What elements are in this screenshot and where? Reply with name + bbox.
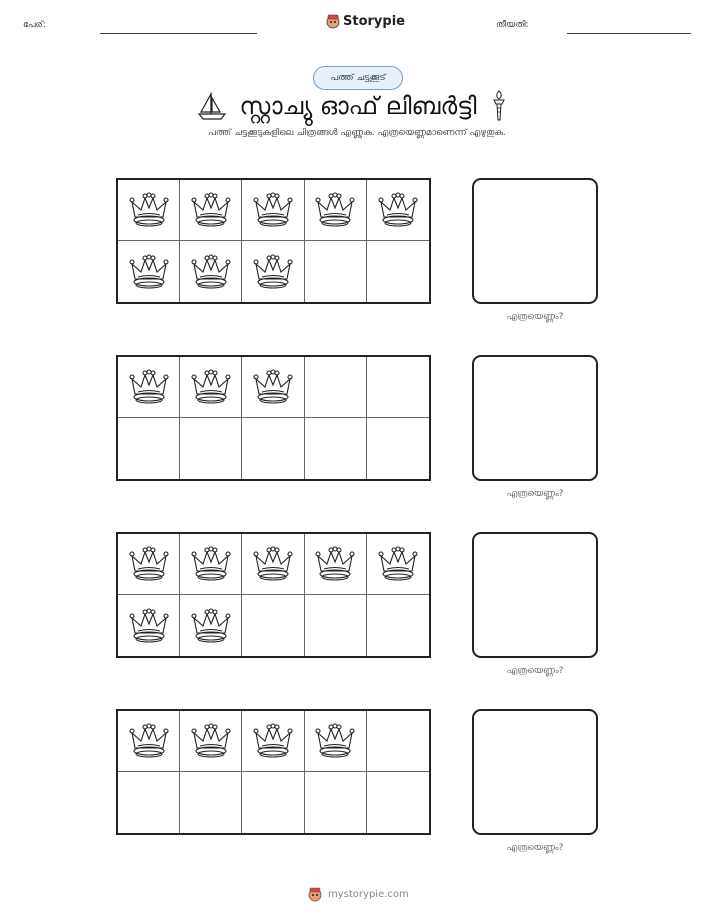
ten-frame-cell bbox=[305, 180, 367, 241]
crown-icon bbox=[315, 191, 355, 229]
ten-frame-cell bbox=[367, 595, 429, 656]
crown-icon bbox=[253, 191, 293, 229]
ten-frame-cell bbox=[180, 357, 242, 418]
ten-frame-cell bbox=[118, 711, 180, 772]
ten-frame-cell bbox=[242, 418, 304, 479]
crown-icon bbox=[191, 607, 231, 645]
date-label: തീയതി: bbox=[496, 20, 529, 30]
sailboat-icon bbox=[196, 90, 228, 122]
crown-icon bbox=[129, 545, 169, 583]
ten-frame-cell bbox=[305, 357, 367, 418]
page-title: സ്റ്റാച്യു ഓഫ് ലിബർട്ടി bbox=[239, 92, 477, 120]
crown-icon bbox=[129, 368, 169, 406]
crown-icon bbox=[315, 545, 355, 583]
brand-logo bbox=[326, 13, 405, 29]
ten-frame-cell bbox=[242, 241, 304, 302]
date-line[interactable] bbox=[567, 33, 691, 34]
count-prompt-4: എത്രയെണ്ണം? bbox=[506, 843, 564, 853]
ten-frame-cell bbox=[118, 772, 180, 833]
ten-frame-cell bbox=[180, 772, 242, 833]
answer-box-3[interactable] bbox=[472, 532, 598, 658]
crown-icon bbox=[378, 545, 418, 583]
ten-frame-cell bbox=[305, 241, 367, 302]
crown-icon bbox=[378, 191, 418, 229]
topic-badge: പത്ത് ചട്ടക്കൂട് bbox=[313, 66, 403, 90]
answer-box-1[interactable] bbox=[472, 178, 598, 304]
crown-icon bbox=[253, 368, 293, 406]
ten-frame-cell bbox=[305, 534, 367, 595]
ten-frame-cell bbox=[118, 418, 180, 479]
footer-url[interactable]: mystorypie.com bbox=[328, 888, 409, 900]
crown-icon bbox=[315, 722, 355, 760]
ten-frame-cell bbox=[305, 595, 367, 656]
instructions: പത്ത് ചട്ടക്കൂടുകളിലെ ചിത്രങ്ങൾ എണ്ണുക. എത്രയെണ്ണമാണെന്ന് എഴുതുക. bbox=[208, 128, 506, 138]
ten-frame-cell bbox=[367, 241, 429, 302]
storypie-mascot-icon bbox=[326, 13, 340, 29]
ten-frame-cell bbox=[305, 711, 367, 772]
crown-icon bbox=[191, 368, 231, 406]
ten-frame-cell bbox=[305, 418, 367, 479]
crown-icon bbox=[253, 253, 293, 291]
ten-frame-cell bbox=[180, 418, 242, 479]
answer-box-2[interactable] bbox=[472, 355, 598, 481]
crown-icon bbox=[253, 545, 293, 583]
ten-frame-cell bbox=[242, 180, 304, 241]
crown-icon bbox=[191, 545, 231, 583]
ten-frame-2 bbox=[116, 355, 431, 481]
ten-frame-3 bbox=[116, 532, 431, 658]
ten-frame-cell bbox=[180, 180, 242, 241]
ten-frame-cell bbox=[367, 534, 429, 595]
brand-name: Storypie bbox=[343, 13, 405, 29]
ten-frame-cell bbox=[367, 180, 429, 241]
crown-icon bbox=[191, 722, 231, 760]
crown-icon bbox=[129, 722, 169, 760]
ten-frame-cell bbox=[242, 534, 304, 595]
count-prompt-1: എത്രയെണ്ണം? bbox=[506, 312, 564, 322]
ten-frame-cell bbox=[242, 711, 304, 772]
ten-frame-cell bbox=[242, 595, 304, 656]
ten-frame-cell bbox=[367, 711, 429, 772]
ten-frame-cell bbox=[118, 595, 180, 656]
torch-icon bbox=[491, 90, 507, 122]
crown-icon bbox=[129, 253, 169, 291]
ten-frame-cell bbox=[367, 357, 429, 418]
ten-frame-cell bbox=[118, 241, 180, 302]
ten-frame-cell bbox=[118, 534, 180, 595]
crown-icon bbox=[253, 722, 293, 760]
count-prompt-2: എത്രയെണ്ണം? bbox=[506, 489, 564, 499]
crown-icon bbox=[191, 253, 231, 291]
ten-frame-cell bbox=[367, 418, 429, 479]
name-label: പേര്: bbox=[23, 20, 46, 30]
answer-box-4[interactable] bbox=[472, 709, 598, 835]
ten-frame-cell bbox=[242, 772, 304, 833]
storypie-mascot-icon bbox=[307, 886, 323, 902]
ten-frame-cell bbox=[305, 772, 367, 833]
crown-icon bbox=[191, 191, 231, 229]
crown-icon bbox=[129, 607, 169, 645]
ten-frame-cell bbox=[180, 595, 242, 656]
count-prompt-3: എത്രയെണ്ണം? bbox=[506, 666, 564, 676]
ten-frame-1 bbox=[116, 178, 431, 304]
ten-frame-cell bbox=[180, 534, 242, 595]
ten-frame-cell bbox=[180, 241, 242, 302]
ten-frame-cell bbox=[242, 357, 304, 418]
ten-frame-4 bbox=[116, 709, 431, 835]
name-line[interactable] bbox=[100, 33, 257, 34]
ten-frame-cell bbox=[367, 772, 429, 833]
ten-frame-cell bbox=[118, 357, 180, 418]
footer bbox=[307, 886, 409, 902]
ten-frame-cell bbox=[118, 180, 180, 241]
ten-frame-cell bbox=[180, 711, 242, 772]
crown-icon bbox=[129, 191, 169, 229]
